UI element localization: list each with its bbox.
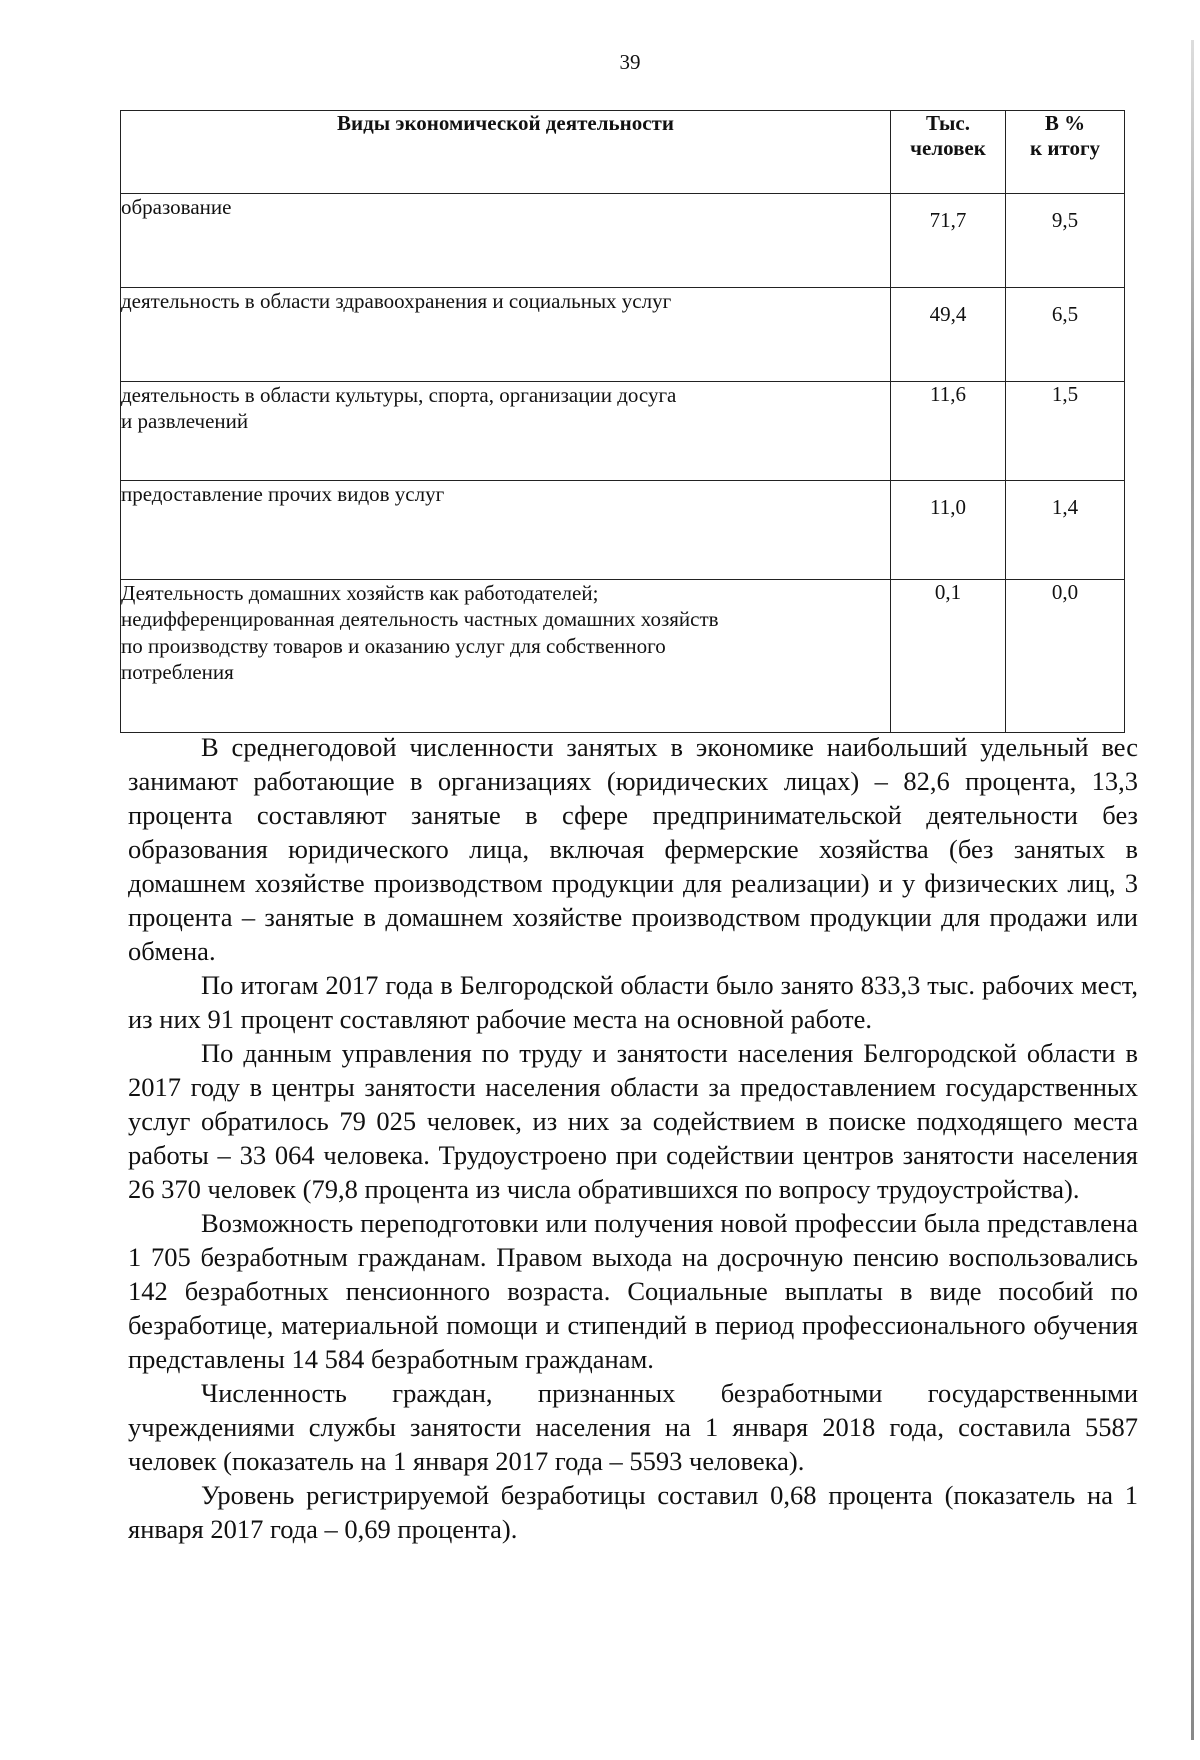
table-header-row xyxy=(121,111,1125,194)
percent-cell: 6,5 xyxy=(1006,288,1125,382)
paragraph: Уровень регистрируемой безработицы составил 0,68 процента (показатель на 1 января 2017 года – 0,69 процента). xyxy=(128,1480,1138,1544)
table-row xyxy=(121,580,1125,733)
paragraph: По данным управления по труду и занятости населения Белгородской области в 2017 году в центры занятости населения области за предоставлением государственных услуг обратилось 79 025 человек, из них за содействием в поиске подходящего места работы – 33 064 человека. Трудоустроено при содействии центров занятости населения 26 370 человек (79,8 процента из числа обратившихся по вопросу трудоустройства). xyxy=(128,1038,1138,1204)
activity-cell xyxy=(121,580,891,733)
page-number: 39 xyxy=(619,50,641,74)
thousand-people-cell: 49,4 xyxy=(891,288,1006,382)
activity-cell: деятельность в области здравоохранения и социальных услуг xyxy=(121,288,891,382)
header-thousand-people xyxy=(891,111,1006,194)
table-row xyxy=(121,382,1125,481)
paragraph: Численность граждан, признанных безработными государственными учреждениями службы занятости населения на 1 января 2018 года, составила 5587 человек (показатель на 1 января 2017 года – 5593 человека). xyxy=(128,1378,1138,1476)
paragraph: В среднегодовой численности занятых в экономике наибольший удельный вес занимают работающие в организациях (юридических лицах) – 82,6 процента, 13,3 процента составляют занятые в сфере предпринимательской деятельности без образования юридического лица, включая фермерские хозяйства (без занятых в домашнем хозяйстве производством продукции для реализации) и у физических лиц, 3 процента – занятые в домашнем хозяйстве производством продукции для продажи или обмена. xyxy=(128,732,1138,966)
thousand-people-cell: 11,0 xyxy=(891,481,1006,580)
header-activity: Виды экономической деятельности xyxy=(121,111,891,194)
body-text xyxy=(128,730,1138,1546)
percent-cell: 9,5 xyxy=(1006,194,1125,288)
employment-table xyxy=(120,110,1125,733)
activity-cell xyxy=(121,382,891,481)
activity-line: деятельность в области культуры, спорта, организации досуга xyxy=(121,383,677,407)
paragraph: Возможность переподготовки или получения новой профессии была представлена 1 705 безработным гражданам. Правом выхода на досрочную пенсию воспользовались 142 безработных пенсионного возраста. Социальные выплаты в виде пособий по безработице, материальной помощи и стипендий в период профессионального обучения представлены 14 584 безработным гражданам. xyxy=(128,1208,1138,1374)
table-row xyxy=(121,481,1125,580)
thousand-people-cell: 0,1 xyxy=(891,580,1006,733)
percent-cell: 1,5 xyxy=(1006,382,1125,481)
thousand-people-cell: 11,6 xyxy=(891,382,1006,481)
paragraph: По итогам 2017 года в Белгородской области было занято 833,3 тыс. рабочих мест, из них 91 процент составляют рабочие места на основной работе. xyxy=(128,970,1138,1034)
header-thousand-people-line2: человек xyxy=(910,136,986,161)
header-percent xyxy=(1006,111,1125,194)
activity-line: Деятельность домашних хозяйств как работодателей; xyxy=(121,581,599,605)
activity-line: потребления xyxy=(121,659,234,684)
scan-edge xyxy=(1191,40,1194,1740)
thousand-people-cell: 71,7 xyxy=(891,194,1006,288)
activity-line: по производству товаров и оказанию услуг для собственного xyxy=(121,633,666,658)
header-thousand-people-line1: Тыс. xyxy=(926,111,970,135)
table-row xyxy=(121,288,1125,382)
header-percent-line2: к итогу xyxy=(1029,136,1101,161)
header-percent-line1: В % xyxy=(1044,111,1086,135)
activity-line: и развлечений xyxy=(121,409,249,434)
percent-cell: 1,4 xyxy=(1006,481,1125,580)
activity-line: недифференцированная деятельность частных домашних хозяйств xyxy=(121,607,719,632)
activity-cell: образование xyxy=(121,194,891,288)
activity-cell: предоставление прочих видов услуг xyxy=(121,481,891,580)
table-row xyxy=(121,194,1125,288)
percent-cell: 0,0 xyxy=(1006,580,1125,733)
